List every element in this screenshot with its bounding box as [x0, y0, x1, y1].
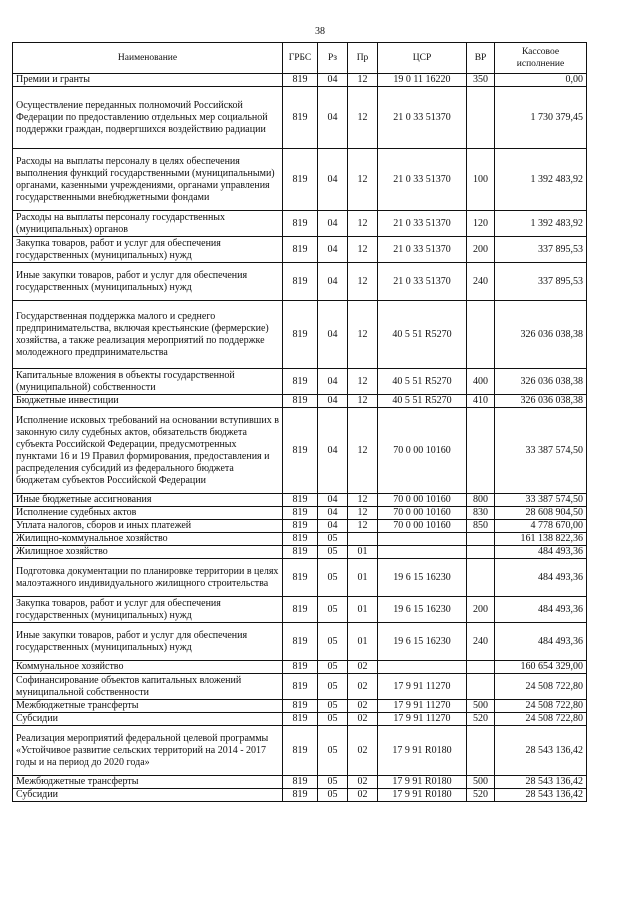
table-cell-vr: 120	[467, 211, 495, 237]
table-cell-rz: 05	[318, 623, 348, 661]
table-cell-amount: 33 387 574,50	[495, 408, 587, 494]
table-cell-name: Межбюджетные трансферты	[13, 700, 283, 713]
table-cell-pr	[348, 533, 378, 546]
table-cell-rz: 04	[318, 395, 348, 408]
table-cell-rz: 04	[318, 301, 348, 369]
table-row	[13, 369, 587, 395]
table-cell-csr	[378, 546, 467, 559]
table-cell-amount: 1 392 483,92	[495, 149, 587, 211]
table-row	[13, 237, 587, 263]
header-vr: ВР	[467, 43, 495, 74]
table-cell-grbs: 819	[283, 395, 318, 408]
page-number: 38	[315, 26, 325, 37]
header-rz: Рз	[318, 43, 348, 74]
table-cell-name: Реализация мероприятий федеральной целевой программы «Устойчивое развитие сельских территорий на 2014 - 2017 годы и на период до 2020 года»	[13, 726, 283, 776]
table-cell-pr: 02	[348, 726, 378, 776]
table-cell-csr	[378, 661, 467, 674]
table-row	[13, 674, 587, 700]
table-cell-csr: 17 9 91 11270	[378, 700, 467, 713]
table-cell-name: Расходы на выплаты персоналу в целях обеспечения выполнения функций государственными (муниципальными) органами, казенными учреждениями, органами управления государственными внебюджетными фондами	[13, 149, 283, 211]
table-cell-rz: 05	[318, 546, 348, 559]
table-cell-grbs: 819	[283, 713, 318, 726]
table-cell-rz: 05	[318, 559, 348, 597]
table-cell-amount: 0,00	[495, 74, 587, 87]
table-cell-vr	[467, 674, 495, 700]
table-cell-csr: 70 0 00 10160	[378, 507, 467, 520]
table-cell-name: Жилищно-коммунальное хозяйство	[13, 533, 283, 546]
table-cell-amount: 1 392 483,92	[495, 211, 587, 237]
table-cell-name: Уплата налогов, сборов и иных платежей	[13, 520, 283, 533]
table-cell-grbs: 819	[283, 674, 318, 700]
table-cell-vr	[467, 533, 495, 546]
table-row	[13, 559, 587, 597]
table-cell-amount: 4 778 670,00	[495, 520, 587, 533]
table-cell-amount: 24 508 722,80	[495, 713, 587, 726]
table-row	[13, 263, 587, 301]
table-cell-grbs: 819	[283, 789, 318, 802]
table-cell-grbs: 819	[283, 87, 318, 149]
table-cell-rz: 04	[318, 507, 348, 520]
table-cell-pr: 12	[348, 301, 378, 369]
table-cell-rz: 04	[318, 494, 348, 507]
table-cell-csr: 70 0 00 10160	[378, 408, 467, 494]
table-cell-pr: 01	[348, 559, 378, 597]
table-cell-rz: 05	[318, 597, 348, 623]
table-cell-pr: 02	[348, 674, 378, 700]
table-cell-vr	[467, 546, 495, 559]
table-cell-vr: 240	[467, 263, 495, 301]
table-cell-grbs: 819	[283, 408, 318, 494]
table-cell-grbs: 819	[283, 301, 318, 369]
table-cell-rz: 04	[318, 369, 348, 395]
table-cell-grbs: 819	[283, 211, 318, 237]
header-grbs: ГРБС	[283, 43, 318, 74]
table-cell-name: Исполнение исковых требований на основании вступивших в законную силу судебных актов, обязательств бюджета субъекта Российской Федерации, предусмотренных пунктами 16 и 19 Правил формирования, предоставления и распределения субсидий из федерального бюджета бюджетам субъектов Российской Федерации	[13, 408, 283, 494]
table-cell-pr: 12	[348, 369, 378, 395]
table-cell-name: Расходы на выплаты персоналу государственных (муниципальных) органов	[13, 211, 283, 237]
table-cell-grbs: 819	[283, 776, 318, 789]
table-row	[13, 301, 587, 369]
table-cell-vr	[467, 301, 495, 369]
table-cell-grbs: 819	[283, 520, 318, 533]
table-cell-rz: 04	[318, 237, 348, 263]
table-row	[13, 546, 587, 559]
table-cell-name: Иные бюджетные ассигнования	[13, 494, 283, 507]
table-row	[13, 74, 587, 87]
table-cell-rz: 04	[318, 87, 348, 149]
table-cell-csr	[378, 533, 467, 546]
table-cell-rz: 05	[318, 533, 348, 546]
table-cell-amount: 161 138 822,36	[495, 533, 587, 546]
table-cell-name: Субсидии	[13, 713, 283, 726]
table-cell-csr: 40 5 51 R5270	[378, 395, 467, 408]
header-name: Наименование	[13, 43, 283, 74]
table-cell-csr: 40 5 51 R5270	[378, 369, 467, 395]
table-row	[13, 623, 587, 661]
table-cell-pr: 01	[348, 546, 378, 559]
table-cell-grbs: 819	[283, 661, 318, 674]
table-cell-amount: 326 036 038,38	[495, 395, 587, 408]
table-cell-vr: 400	[467, 369, 495, 395]
table-cell-csr: 17 9 91 11270	[378, 713, 467, 726]
table-cell-rz: 04	[318, 149, 348, 211]
table-header-row	[13, 43, 587, 74]
table-cell-rz: 05	[318, 776, 348, 789]
table-cell-csr: 17 9 91 11270	[378, 674, 467, 700]
table-cell-amount: 337 895,53	[495, 263, 587, 301]
table-cell-pr: 02	[348, 789, 378, 802]
table-cell-csr: 40 5 51 R5270	[378, 301, 467, 369]
table-cell-pr: 02	[348, 661, 378, 674]
table-row	[13, 726, 587, 776]
table-cell-vr: 850	[467, 520, 495, 533]
table-cell-rz: 05	[318, 674, 348, 700]
table-cell-csr: 17 9 91 R0180	[378, 776, 467, 789]
table-cell-rz: 04	[318, 408, 348, 494]
table-cell-amount: 484 493,36	[495, 597, 587, 623]
table-cell-grbs: 819	[283, 559, 318, 597]
table-cell-grbs: 819	[283, 494, 318, 507]
table-cell-name: Межбюджетные трансферты	[13, 776, 283, 789]
table-cell-vr: 500	[467, 700, 495, 713]
header-amount: Кассовое исполнение	[495, 43, 587, 74]
table-cell-pr: 02	[348, 713, 378, 726]
table-cell-amount: 28 543 136,42	[495, 776, 587, 789]
table-cell-pr: 12	[348, 211, 378, 237]
table-cell-rz: 04	[318, 74, 348, 87]
table-row	[13, 661, 587, 674]
table-cell-pr: 12	[348, 408, 378, 494]
table-cell-grbs: 819	[283, 149, 318, 211]
table-cell-vr: 520	[467, 789, 495, 802]
header-pr: Пр	[348, 43, 378, 74]
table-cell-pr: 01	[348, 623, 378, 661]
table-cell-vr	[467, 726, 495, 776]
table-cell-name: Осуществление переданных полномочий Российской Федерации по предоставлению отдельных мер социальной поддержки граждан, подвергшихся воздействию радиации	[13, 87, 283, 149]
table-row	[13, 395, 587, 408]
table-cell-rz: 05	[318, 789, 348, 802]
table-cell-csr: 21 0 33 51370	[378, 211, 467, 237]
table-cell-grbs: 819	[283, 507, 318, 520]
table-cell-grbs: 819	[283, 700, 318, 713]
table-cell-amount: 24 508 722,80	[495, 700, 587, 713]
table-cell-csr: 17 9 91 R0180	[378, 726, 467, 776]
table-cell-name: Исполнение судебных актов	[13, 507, 283, 520]
table-cell-vr	[467, 87, 495, 149]
table-cell-grbs: 819	[283, 726, 318, 776]
table-cell-csr: 19 0 11 16220	[378, 74, 467, 87]
table-cell-name: Бюджетные инвестиции	[13, 395, 283, 408]
table-row	[13, 700, 587, 713]
table-cell-csr: 17 9 91 R0180	[378, 789, 467, 802]
table-cell-vr: 350	[467, 74, 495, 87]
table-cell-name: Капитальные вложения в объекты государственной (муниципальной) собственности	[13, 369, 283, 395]
table-cell-grbs: 819	[283, 369, 318, 395]
table-cell-amount: 33 387 574,50	[495, 494, 587, 507]
table-cell-name: Закупка товаров, работ и услуг для обеспечения государственных (муниципальных) нужд	[13, 597, 283, 623]
table-cell-vr: 200	[467, 237, 495, 263]
table-cell-name: Подготовка документации по планировке территории в целях малоэтажного индивидуального жилищного строительства	[13, 559, 283, 597]
table-cell-amount: 484 493,36	[495, 559, 587, 597]
table-cell-csr: 21 0 33 51370	[378, 263, 467, 301]
table-cell-grbs: 819	[283, 533, 318, 546]
table-cell-name: Иные закупки товаров, работ и услуг для обеспечения государственных (муниципальных) нужд	[13, 263, 283, 301]
table-cell-vr: 830	[467, 507, 495, 520]
table-cell-rz: 05	[318, 726, 348, 776]
table-cell-amount: 484 493,36	[495, 623, 587, 661]
table-cell-grbs: 819	[283, 74, 318, 87]
table-cell-vr: 200	[467, 597, 495, 623]
table-cell-vr	[467, 559, 495, 597]
table-cell-csr: 21 0 33 51370	[378, 149, 467, 211]
table-cell-vr: 800	[467, 494, 495, 507]
table-cell-amount: 28 608 904,50	[495, 507, 587, 520]
table-row	[13, 87, 587, 149]
table-cell-amount: 28 543 136,42	[495, 789, 587, 802]
table-cell-pr: 12	[348, 74, 378, 87]
table-cell-csr: 70 0 00 10160	[378, 494, 467, 507]
table-cell-pr: 12	[348, 87, 378, 149]
table-cell-pr: 12	[348, 494, 378, 507]
table-row	[13, 597, 587, 623]
table-cell-name: Иные закупки товаров, работ и услуг для обеспечения государственных (муниципальных) нужд	[13, 623, 283, 661]
table-cell-pr: 12	[348, 520, 378, 533]
table-cell-vr: 100	[467, 149, 495, 211]
table-row	[13, 211, 587, 237]
table-cell-rz: 05	[318, 700, 348, 713]
table-cell-csr: 21 0 33 51370	[378, 237, 467, 263]
table-cell-grbs: 819	[283, 597, 318, 623]
table-cell-name: Государственная поддержка малого и среднего предпринимательства, включая крестьянские (фермерские) хозяйства, а также реализация мероприятий по поддержке молодежного предпринимательства	[13, 301, 283, 369]
table-cell-rz: 05	[318, 661, 348, 674]
table-cell-amount: 28 543 136,42	[495, 726, 587, 776]
table-row	[13, 533, 587, 546]
table-cell-rz: 05	[318, 713, 348, 726]
table-cell-vr	[467, 661, 495, 674]
table-cell-rz: 04	[318, 263, 348, 301]
header-csr: ЦСР	[378, 43, 467, 74]
table-cell-amount: 326 036 038,38	[495, 301, 587, 369]
table-cell-name: Субсидии	[13, 789, 283, 802]
table-cell-vr: 240	[467, 623, 495, 661]
table-row	[13, 149, 587, 211]
table-cell-amount: 337 895,53	[495, 237, 587, 263]
table-cell-amount: 484 493,36	[495, 546, 587, 559]
table-cell-name: Коммунальное хозяйство	[13, 661, 283, 674]
table-cell-vr: 500	[467, 776, 495, 789]
table-cell-pr: 02	[348, 776, 378, 789]
table-cell-grbs: 819	[283, 546, 318, 559]
budget-table	[12, 42, 587, 802]
table-cell-name: Жилищное хозяйство	[13, 546, 283, 559]
table-cell-csr: 70 0 00 10160	[378, 520, 467, 533]
table-cell-pr: 12	[348, 237, 378, 263]
table-cell-pr: 01	[348, 597, 378, 623]
table-cell-vr: 410	[467, 395, 495, 408]
table-cell-name: Премии и гранты	[13, 74, 283, 87]
table-cell-grbs: 819	[283, 623, 318, 661]
table-cell-name: Закупка товаров, работ и услуг для обеспечения государственных (муниципальных) нужд	[13, 237, 283, 263]
table-cell-pr: 12	[348, 507, 378, 520]
table-cell-amount: 326 036 038,38	[495, 369, 587, 395]
table-cell-csr: 19 6 15 16230	[378, 559, 467, 597]
table-cell-pr: 12	[348, 263, 378, 301]
table-row	[13, 408, 587, 494]
table-row	[13, 789, 587, 802]
table-row	[13, 494, 587, 507]
table-cell-rz: 04	[318, 520, 348, 533]
table-cell-amount: 160 654 329,00	[495, 661, 587, 674]
table-row	[13, 520, 587, 533]
table-cell-grbs: 819	[283, 263, 318, 301]
table-cell-rz: 04	[318, 211, 348, 237]
table-cell-csr: 19 6 15 16230	[378, 597, 467, 623]
table-cell-amount: 24 508 722,80	[495, 674, 587, 700]
table-cell-csr: 21 0 33 51370	[378, 87, 467, 149]
table-row	[13, 776, 587, 789]
table-row	[13, 507, 587, 520]
table-cell-vr	[467, 408, 495, 494]
table-cell-pr: 12	[348, 149, 378, 211]
table-cell-csr: 19 6 15 16230	[378, 623, 467, 661]
table-cell-pr: 12	[348, 395, 378, 408]
table-cell-grbs: 819	[283, 237, 318, 263]
table-cell-amount: 1 730 379,45	[495, 87, 587, 149]
table-cell-vr: 520	[467, 713, 495, 726]
table-row	[13, 713, 587, 726]
table-cell-pr: 02	[348, 700, 378, 713]
table-cell-name: Софинансирование объектов капитальных вложений муниципальной собственности	[13, 674, 283, 700]
